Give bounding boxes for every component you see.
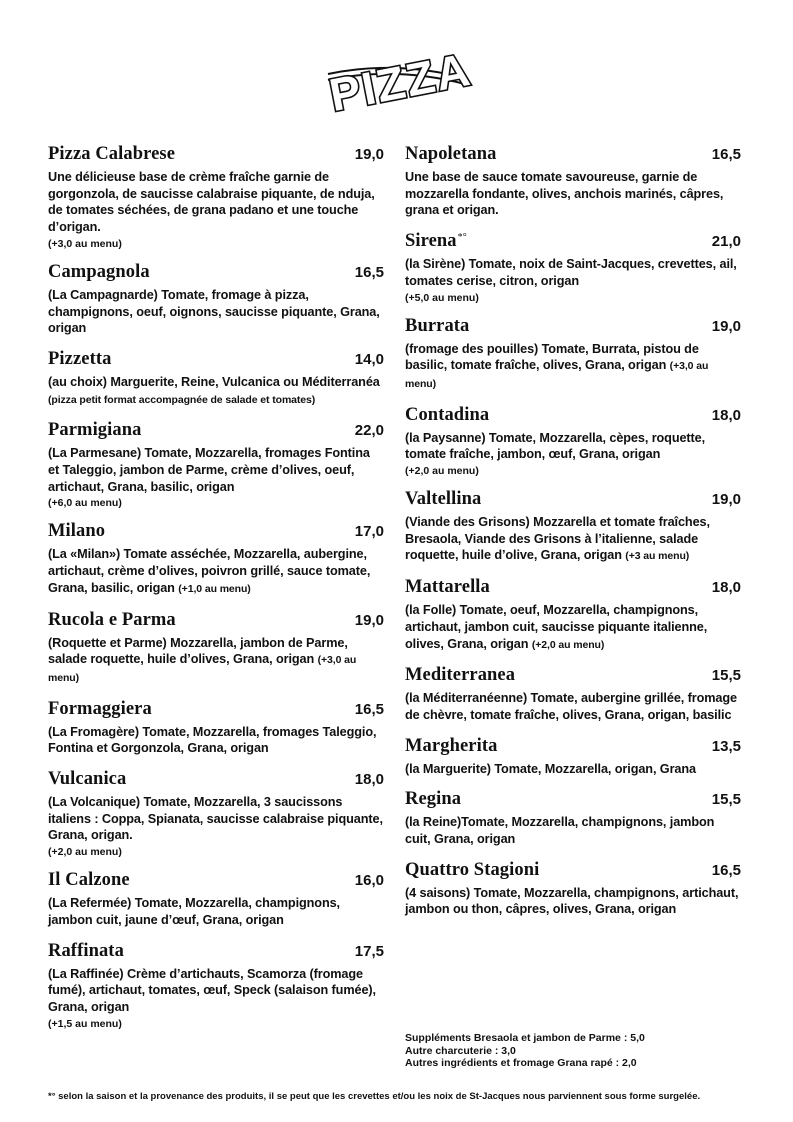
menu-item [405,665,741,723]
pizza-price: 17,5 [354,942,384,960]
pizza-name [48,420,142,441]
pizza-price: 16,5 [711,861,741,879]
pizza-description-text: Une délicieuse base de crème fraîche garnie de gorgonzola, de saucisse calabraise piquante, de nduja, de tomates séchées, de grana padano et une touche d’origan. [48,170,375,235]
pizza-price: 19,0 [711,317,741,335]
menu-supplement-note: (+3,0 au menu) [48,654,357,684]
menu-item [405,860,741,918]
menu-item-header [48,870,384,894]
logo-title: PIZZA [325,42,475,115]
pizza-name [405,665,515,686]
pizza-name-text: Contadina [405,404,490,425]
menu-item-header [48,262,384,286]
pizza-name-text: Raffinata [48,940,124,961]
pizza-description-text: (Roquette et Parme) Mozzarella, jambon de Parme, salade roquette, huile d’olives, Grana, origan [48,635,348,667]
menu-item-header [48,521,384,545]
menu-item [48,420,384,509]
pizza-description [48,169,384,236]
pizza-name [405,489,481,510]
pizza-name [405,789,461,810]
menu-item-header [405,789,741,813]
pizza-description-text: (La Refermée) Tomate, Mozzarella, champignons, jambon cuit, jaune d’œuf, Grana, origan [48,896,340,927]
menu-supplement-note: (+3,0 au menu) [405,360,709,390]
menu-item [405,577,741,653]
menu-item [48,610,384,687]
menu-item [48,699,384,757]
pizza-name-text: Campagnola [48,261,150,282]
pizza-name [405,144,496,165]
pizza-price: 18,0 [354,771,384,789]
pizza-description [405,814,741,847]
pizza-name-text: Mattarella [405,577,490,598]
pizza-name [405,736,497,757]
menu-item [405,789,741,847]
pizza-description-text: (Viande des Grisons) Mozzarella et tomate fraîches, Bresaola, Viande des Grisons à l’italienne, salade roquette, huile d’olive, Grana, origan [405,515,710,563]
pizza-description-text: (La Campagnarde) Tomate, fromage à pizza, champignons, oeuf, oignons, saucisse piquante, Grana, origan [48,287,380,336]
menu-item [48,941,384,1030]
pizza-description [405,430,741,463]
menu-supplement-note: (+1,0 au menu) [178,582,251,595]
pizza-description [405,602,741,653]
menu-item-header [405,405,741,429]
pizza-name-text: Vulcanica [48,769,127,790]
pizza-price: 16,0 [354,872,384,890]
menu-supplement-note: (+2,0 au menu) [48,846,122,859]
pizza-description-text: (La Raffinée) Crème d’artichauts, Scamorza (fromage fumé), artichaut, tomates, œuf, Speck (salaison fumée), Grana, origan [48,966,376,1014]
pizza-description [48,287,384,337]
pizza-name [405,577,490,598]
menu-item [48,144,384,250]
pizza-name [48,521,105,542]
pizza-name [48,769,126,790]
menu-item-header [405,231,741,255]
pizza-description-text: (la Marguerite) Tomate, Mozzarella, origan, Grana [405,761,696,776]
pizza-description-text: (La Volcanique) Tomate, Mozzarella, 3 saucissons italiens : Coppa, Spianata, saucisse calabraise piquante, Grana, origan. [48,795,383,843]
pizza-name-text: Rucola e Parma [48,609,176,630]
menu-item [405,144,741,219]
pizza-name-text: Formaggiera [48,698,152,719]
pizza-price: 22,0 [354,422,384,440]
menu-supplement-note: (+2,0 au menu) [531,638,605,651]
pizza-name-text: Valtellina [405,489,482,510]
pizza-logo [325,30,475,115]
pizza-description [405,761,741,778]
pizza-description-text: (La «Milan») Tomate asséchée, Mozzarella, aubergine, artichaut, crème d’olives, poivron grillé, sauce tomate, Grana, basilic, origan [48,547,371,595]
pizza-name-text: Mediterranea [405,665,516,686]
pizza-name-text: Pizzetta [48,348,112,369]
pizza-description [405,885,741,918]
pizza-name [48,699,152,720]
pizza-description-text: (La Parmesane) Tomate, Mozzarella, fromages Fontina et Taleggio, jambon de Parme, crème d’olives, oeuf, artichaut, Grana, basilic, origan [48,446,370,494]
menu-supplement-note: (+3 au menu) [625,550,690,563]
pizza-description-text: (la Méditerranéenne) Tomate, aubergine grillée, fromage de chèvre, tomate fraîche, olives, Grana, origan, basilic [405,691,737,722]
supplement-line: Suppléments Bresaola et jambon de Parme : 5,0 [405,1032,645,1044]
menu-item-header [405,736,741,760]
supplement-line: Autre charcuterie : 3,0 [405,1044,516,1057]
pizza-name-text: Napoletana [405,144,497,164]
pizza-price: 15,5 [711,667,741,685]
pizza-description [48,794,384,844]
pizza-price: 13,5 [711,737,741,755]
pizza-name-text: Quattro Stagioni [405,859,540,880]
pizza-price: 19,0 [711,491,741,509]
pizza-price: 19,0 [354,146,384,163]
pizza-name [405,231,467,252]
pizza-price: 18,0 [711,406,741,424]
pizza-name [405,316,469,337]
menu-item-header [405,144,741,168]
pizza-name-text: Milano [48,521,106,542]
pizza-description-text: (4 saisons) Tomate, Mozzarella, champignons, artichaut, jambon ou thon, câpres, olives, Grana, origan [405,885,739,917]
pizza-description-text: (la Reine)Tomate, Mozzarella, champignons, jambon cuit, Grana, origan [405,815,715,847]
menu-column-left [48,144,384,1042]
menu-supplement-note: (+3,0 au menu) [48,237,122,250]
menu-item [48,262,384,337]
pizza-description [48,635,384,687]
pizza-description [48,966,384,1016]
menu-item [405,316,741,393]
menu-item [405,489,741,565]
pizza-name-text: Pizza Calabrese [48,144,176,164]
pizza-description [405,690,741,723]
pizza-name [48,941,124,962]
menu-item-header [48,349,384,373]
menu-item-header [48,144,384,168]
pizza-description-text: (au choix) Marguerite, Reine, Vulcanica ou Méditerranéa [48,374,380,389]
seasonal-mark: *° [457,232,467,244]
pizza-price: 16,5 [354,700,384,718]
menu-item [405,231,741,303]
pizza-description-text: (la Folle) Tomate, oeuf, Mozzarella, champignons, artichaut, jambon cuit, saucisse piquante italienne, olives, Grana, origan [405,603,708,651]
menu-item-header [405,860,741,884]
pizza-name [405,405,489,426]
footnote: *° selon la saison et la provenance des produits, il se peut que les crevettes et/ou les noix de St-Jacques nous parviennent sous forme surgelée. [48,1091,701,1102]
pizza-price: 16,5 [354,263,384,281]
menu-item [405,736,741,778]
menu-item [48,349,384,408]
pizza-description [405,169,741,219]
pizza-description-text: (fromage des pouilles) Tomate, Burrata, pistou de basilic, tomate fraîche, olives, Grana, origan [405,341,699,373]
pizza-description [48,724,384,757]
pizza-name [48,870,130,891]
pizza-name-text: Parmigiana [48,420,142,441]
pizza-description [405,341,741,393]
menu-item-header [405,577,741,601]
pizza-name-text: Il Calzone [48,870,130,891]
menu-item [48,521,384,597]
pizza-price: 19,0 [354,611,384,629]
menu-supplement-note: (+2,0 au menu) [405,465,479,478]
pizza-description-text: Une base de sauce tomate savoureuse, garnie de mozzarella fondante, olives, anchois marinés, câpres, grana et origan. [405,170,724,218]
pizza-name-text: Regina [405,789,462,810]
pizza-description-text: (la Paysanne) Tomate, Mozzarella, cèpes, roquette, tomate fraîche, jambon, œuf, Grana, origan [405,430,706,462]
pizza-name [48,349,111,370]
menu-item-header [405,489,741,513]
pizza-name-text: Sirena [405,231,457,252]
pizza-price: 17,0 [354,523,384,541]
menu-supplement-note: (pizza petit format accompagnée de salade et tomates) [48,393,316,406]
pizza-description [48,895,384,928]
menu-item-header [405,665,741,689]
pizza-description [48,445,384,495]
pizza-name-text: Burrata [405,315,470,336]
menu-item-header [48,699,384,723]
pizza-name [48,610,176,631]
menu-item-header [48,420,384,444]
menu-supplement-note: (+6,0 au menu) [48,497,122,510]
menu-item-header [48,769,384,793]
menu-column-right [405,144,741,930]
pizza-description [405,256,741,289]
pizza-price: 16,5 [711,146,741,163]
pizza-name [48,144,175,165]
menu-supplement-note: (+5,0 au menu) [405,291,479,304]
pizza-description [48,546,384,597]
pizza-description-text: (La Fromagère) Tomate, Mozzarella, fromages Taleggio, Fontina et Gorgonzola, Grana, origan [48,724,377,756]
pizza-description [48,374,384,408]
menu-item-header [405,316,741,340]
pizza-description-text: (la Sirène) Tomate, noix de Saint-Jacques, crevettes, ail, tomates cerise, citron, origan [405,257,737,288]
pizza-description [405,514,741,565]
supplements-block [405,1032,645,1070]
menu-item-header [48,941,384,965]
pizza-name [405,860,539,881]
menu-item [48,870,384,928]
pizza-price: 18,0 [711,579,741,597]
menu-item [405,405,741,477]
pizza-name-text: Margherita [405,735,498,756]
pizza-price: 21,0 [711,233,741,251]
pizza-price: 15,5 [711,791,741,809]
menu-supplement-note: (+1,5 au menu) [48,1017,122,1030]
menu-item-header [48,610,384,634]
pizza-price: 14,0 [354,350,384,368]
menu-item [48,769,384,858]
pizza-name [48,262,150,283]
supplement-line: Autres ingrédients et fromage Grana rapé : 2,0 [405,1057,637,1069]
